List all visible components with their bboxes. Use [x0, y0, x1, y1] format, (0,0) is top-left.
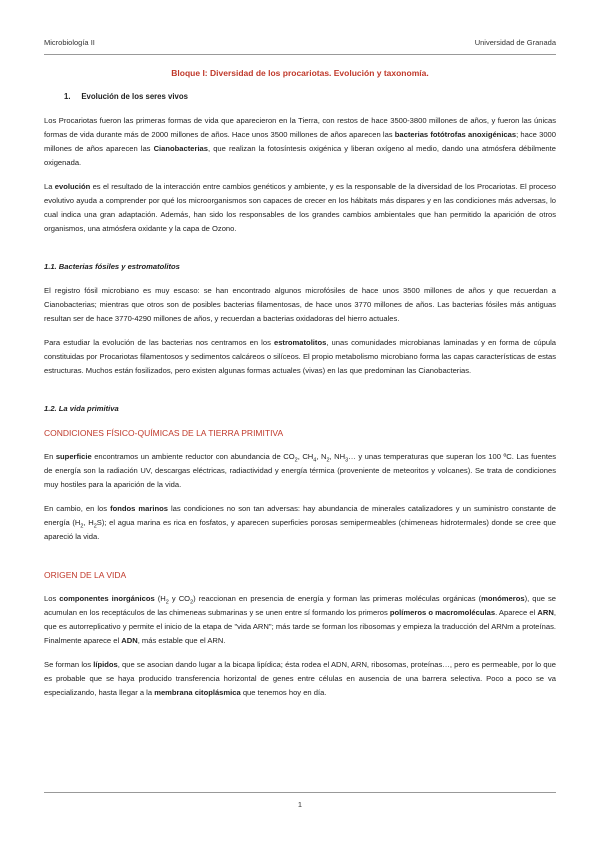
paragraph-surface: En superficie encontramos un ambiente reductor con abundancia de $CO_2$, $CH_4$, $N_2$, $NH_3\dots$ y unas temperaturas que superan los 100 ºC. Las fuentes de energía son la radiación UV, descargas eléctricas, radiactividad y energía térmica (proveniente de meteoritos y volcanes). Se trata de condiciones muy hostiles para la aparición de la vida. [44, 452, 557, 489]
paragraph-lipids: Se forman los lípidos, que se asocian dando lugar a la bicapa lipídica; ésta rodea el ADN, ARN, ribosomas, proteínas…, pero es permeable, por lo que es probable que se haya producido transferencia horizontal de genes entre células en ausencia de una barrera selectiva. Poco a poco se va especializando, hasta llegar a la membrana citoplásmica que tenemos hoy en día. [44, 660, 556, 697]
document-body [44, 66, 556, 710]
paragraph-seafloor: En cambio, en los fondos marinos las condiciones no son tan adversas: hay abundancia de minerales catalizadores y un suministro constante de energía ($H_2$, $H_2S$); el agua marina es rica en fosfatos, y aparecen superficies porosas semipermeables (chimeneas hidrotermales) donde se cree que apareció la vida. [44, 504, 556, 541]
paragraph-estromatolitos: Para estudiar la evolución de las bacterias nos centramos en los estromatolitos, unas comunidades microbianas laminadas y en forma de cúpula constituidas por Procariotas filamentosos y sedimentos calcáreos o silíceos. El propio metabolismo microbiano forma las capas características de estas estructuras. Muchos están fosilizados, pero existen algunas formas actuales (vivas) en las que predominan las Cianobacterias. [44, 338, 556, 375]
heading-origin-of-life: ORIGEN DE LA VIDA [44, 570, 127, 580]
paragraph-evolucion: La evolución es el resultado de la interacción entre cambios genéticos y ambiente, y es la responsable de la diversidad de los Procariotas. El proceso evolutivo ayuda a comprender por qué los microorganismos son capaces de crecer en los hábitats más dispares y en las condiciones más adversas, lo cual indica una gran adaptación. Además, han sido los responsables de los grandes cambios ambientales que han permitido la aparición de otros organismos, una atmósfera oxidante y la capa de Ozono. [44, 182, 556, 233]
section-number: 1. [64, 92, 71, 101]
block-title: Bloque I: Diversidad de los procariotas. Evolución y taxonomía. [171, 68, 429, 78]
page-number: 1 [297, 800, 303, 809]
heading-conditions: CONDICIONES FÍSICO-QUÍMICAS DE LA TIERRA PRIMITIVA [44, 428, 284, 438]
section-heading [64, 90, 556, 104]
section-title: Evolución de los seres vivos [81, 92, 188, 101]
paragraph-procariotas: Los Procariotas fueron las primeras formas de vida que aparecieron en la Tierra, con restos de hace 3500-3800 millones de años, y fueron las únicas formas de vida durante más de 2000 millones de años. Hace unos 3500 millones de años aparecen las bacterias fotótrofas anoxigénicas; hace 3000 millones de años aparecen las Cianobacterias, que realizan la fotosíntesis oxigénica y liberan oxígeno al medio, dando una atmósfera débilmente oxigenada. [44, 116, 556, 167]
subsection-heading-fossils: 1.1. Bacterias fósiles y estromatolitos [44, 262, 180, 271]
header-university: Universidad de Granada [474, 38, 556, 47]
paragraph-fossil-record: El registro fósil microbiano es muy escaso: se han encontrado algunos microfósiles de hace unos 3500 millones de años y que recuerdan a Cianobacterias; mientras que otros son de posibles bacterias filamentosas, de hace unos 3770 millones de años. Las bacterias fósiles más antiguas resultan ser de hace 3770-4290 millones de años, y recuerdan a bacterias oxidadoras del hierro actuales. [44, 286, 556, 323]
header-divider [44, 54, 556, 55]
header-course: Microbiología II [44, 38, 95, 47]
footer-divider [44, 792, 556, 793]
subsection-heading-primitive-life: 1.2. La vida primitiva [44, 404, 119, 413]
paragraph-inorganic: Los componentes inorgánicos ($H_2$ y $CO_2$) reaccionan en presencia de energía y forman las primeras moléculas orgánicas (monómeros), que se acumulan en los receptáculos de las chimeneas submarinas y se unen entre sí formando los primeros polímeros o macromoléculas. Aparece el ARN, que es autorreplicativo y permite el inicio de la etapa de "vida ARN"; más tarde se forman los ribosomas y empieza la traducción del ARNm a proteínas. Finalmente aparece el ADN, más estable que el ARN. [44, 594, 556, 645]
